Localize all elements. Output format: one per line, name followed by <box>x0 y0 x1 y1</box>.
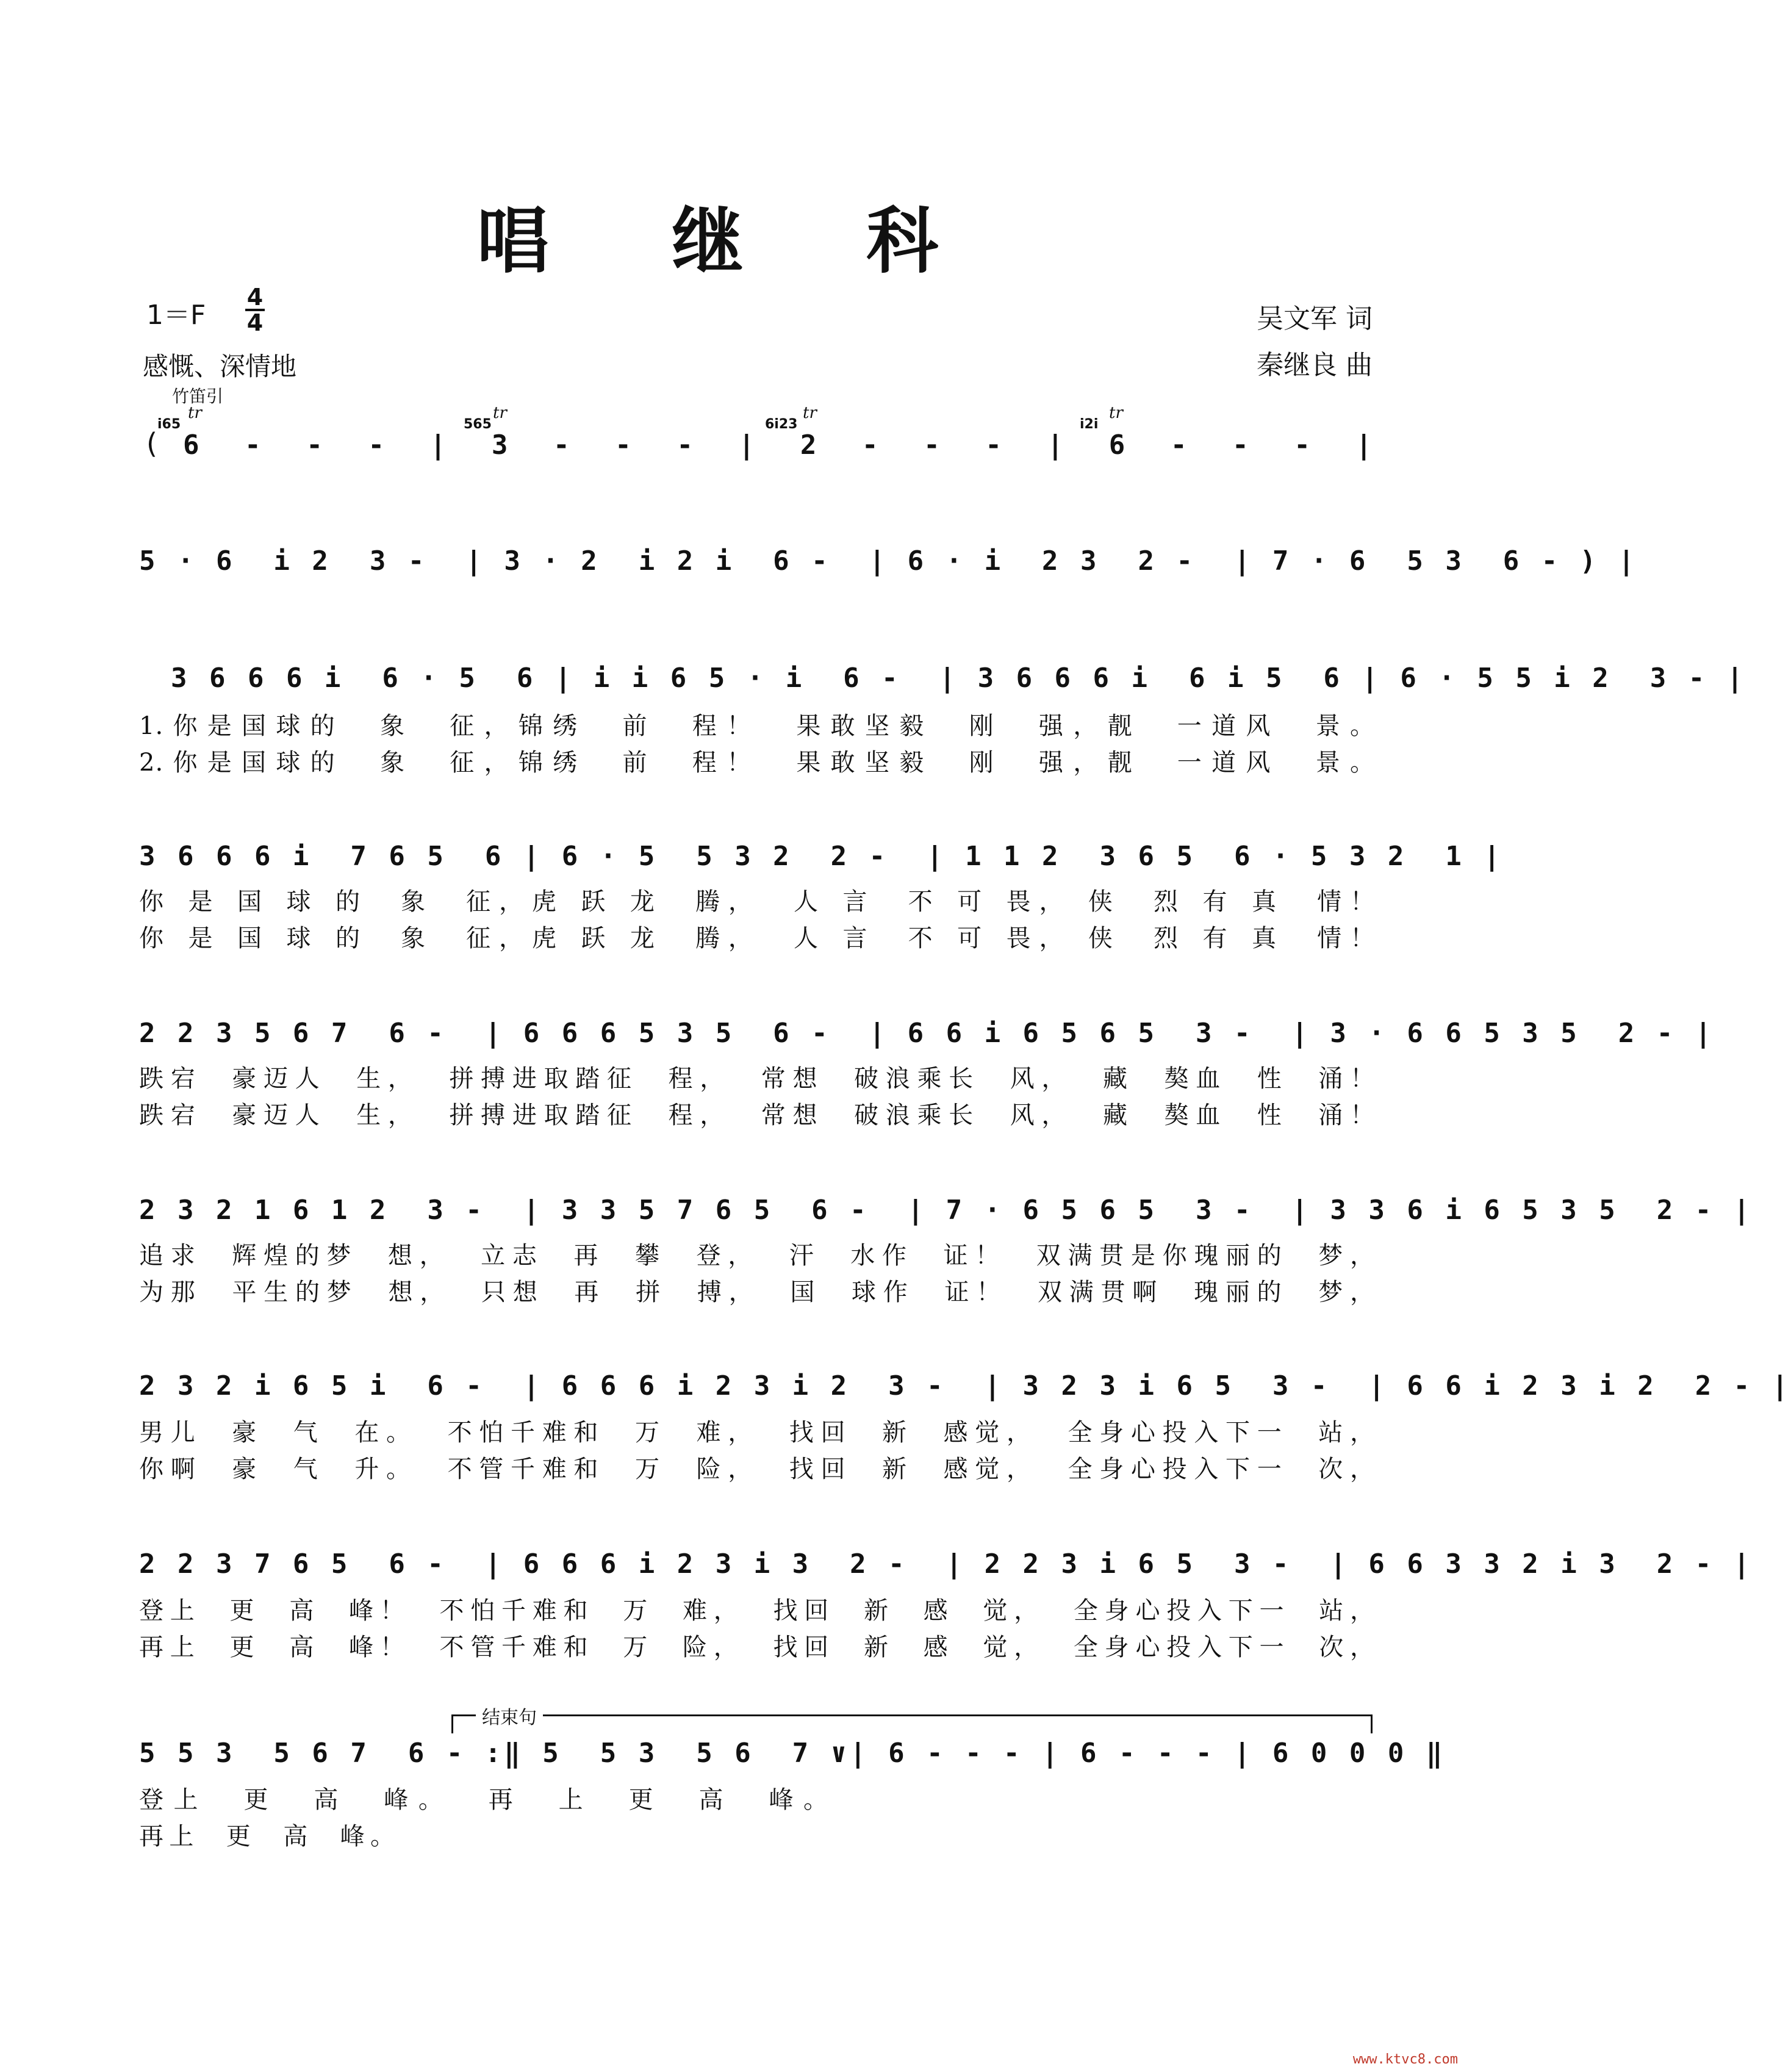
trill-mark-4: tr <box>1109 404 1123 422</box>
lyric-line-9-text: 男儿 豪 气 在。 不怕千难和 万 难， 找回 新 感觉， 全身心投入下一 站， <box>139 1419 1375 1447</box>
music-line-7 <box>139 1362 1791 1411</box>
lyric-line-1-text: 1.你是国球的 象 征，锦绣 前 程！ 果敢坚毅 刚 强，靓 一道风 景。 <box>139 712 1375 740</box>
meter-bottom: 4 <box>246 309 264 336</box>
music-line-9 <box>139 1729 1446 1778</box>
lyric-line-8 <box>139 1274 1375 1311</box>
grace-note-4: i2i <box>1080 417 1099 432</box>
song-title: 唱 继 科 <box>476 198 988 283</box>
grace-note-1: i65 <box>157 417 181 432</box>
grace-note-3: 6i23 <box>765 417 798 432</box>
lyric-line-5 <box>139 1060 1375 1097</box>
lyric-line-5-text: 跌宕 豪迈人 生， 拼搏进取踏征 程， 常想 破浪乘长 风， 藏 獒血 性 涌！ <box>139 1065 1375 1093</box>
music-line-3-notes: 3 6 6 6 i 6 · 5 6 | i i 6 5 · i 6 - | 3 6 6 6 i 6 i 5 6 | 6 · 5 5 i 2 3 - | <box>171 663 1746 694</box>
music-line-4 <box>139 832 1503 881</box>
lyric-line-3 <box>139 883 1375 920</box>
lyric-line-4-text: 你 是 国 球 的 象 征，虎 跃 龙 腾， 人 言 不 可 畏， 侠 烈 有 真 情！ <box>139 924 1375 952</box>
music-line-7-notes: 2 3 2 i 6 5 i 6 - | 6 6 6 i 2 3 i 2 3 - | 3 2 3 i 6 5 3 - | 6 6 i 2 3 i 2 2 - | <box>139 1370 1791 1401</box>
lyric-line-2-text: 2.你是国球的 象 征，锦绣 前 程！ 果敢坚毅 刚 强，靓 一道风 景。 <box>139 749 1375 777</box>
lyric-line-13-text: 登上 更 高 峰。 再 上 更 高 峰。 <box>139 1786 828 1814</box>
lyric-line-8-text: 为那 平生的梦 想， 只想 再 拼 搏， 国 球作 证！ 双满贯啊 瑰丽的 梦， <box>139 1278 1375 1306</box>
trill-mark-1: tr <box>188 404 202 422</box>
music-line-4-notes: 3 6 6 6 i 7 6 5 6 | 6 · 5 5 3 2 2 - | 1 1 2 3 6 5 6 · 5 3 2 1 | <box>139 841 1503 872</box>
meter-top: 4 <box>246 284 264 311</box>
lyric-line-13 <box>139 1782 828 1818</box>
music-line-2-notes: 5 · 6 i 2 3 - | 3 · 2 i 2 i 6 - | 6 · i 2 3 2 - | 7 · 6 5 3 6 - ) | <box>139 545 1638 577</box>
lyric-line-6 <box>139 1097 1375 1134</box>
lyric-line-14 <box>139 1818 395 1855</box>
lyric-line-12 <box>139 1629 1375 1666</box>
watermark: www.ktvc8.com <box>1352 2052 1458 2067</box>
music-line-9-notes: 5 5 3 5 6 7 6 - :‖ 5 5 3 5 6 7 ∨| 6 - - - | 6 - - - | 6 0 0 0 ‖ <box>139 1738 1446 1769</box>
music-line-5 <box>139 1009 1715 1058</box>
lyric-line-7-text: 追求 辉煌的梦 想， 立志 再 攀 登， 汗 水作 证！ 双满贯是你瑰丽的 梦， <box>139 1242 1375 1270</box>
trill-mark-2: tr <box>493 404 507 422</box>
lyric-line-12-text: 再上 更 高 峰！ 不管千难和 万 险， 找回 新 感 觉， 全身心投入下一 次， <box>139 1633 1375 1661</box>
lyric-line-7 <box>139 1237 1375 1274</box>
key-signature: 1＝F <box>146 300 206 331</box>
lyric-line-6-text: 跌宕 豪迈人 生， 拼搏进取踏征 程， 常想 破浪乘长 风， 藏 獒血 性 涌！ <box>139 1101 1375 1129</box>
music-line-6 <box>139 1186 1753 1235</box>
music-line-1 <box>183 421 1375 470</box>
grace-note-2: 565 <box>464 417 492 432</box>
trill-mark-3: tr <box>803 404 817 422</box>
lyricist-credit: 吴文军 词 <box>1257 303 1373 334</box>
music-line-2 <box>139 537 1638 586</box>
lyric-line-10 <box>139 1451 1375 1487</box>
music-line-8 <box>139 1540 1753 1589</box>
music-line-8-notes: 2 2 3 7 6 5 6 - | 6 6 6 i 2 3 i 3 2 - | 2 2 3 i 6 5 3 - | 6 6 3 3 2 i 3 2 - | <box>139 1549 1753 1580</box>
intro-open-paren: ( <box>146 427 157 460</box>
music-line-6-notes: 2 3 2 1 6 1 2 3 - | 3 3 5 7 6 5 6 - | 7 · 6 5 6 5 3 - | 3 3 6 i 6 5 3 5 2 - | <box>139 1195 1753 1226</box>
lyric-line-9 <box>139 1414 1375 1451</box>
composer-credit: 秦继良 曲 <box>1257 350 1373 381</box>
intro-instrument-label: 竹笛引 <box>172 386 224 406</box>
tempo-marking: 感慨、深情地 <box>143 351 297 381</box>
time-signature <box>243 286 267 334</box>
lyric-line-11-text: 登上 更 高 峰！ 不怕千难和 万 难， 找回 新 感 觉， 全身心投入下一 站， <box>139 1597 1375 1625</box>
lyric-line-14-text: 再上 更 高 峰。 <box>139 1822 395 1851</box>
lyric-line-4 <box>139 920 1375 957</box>
lyric-line-11 <box>139 1592 1375 1629</box>
lyric-line-2 <box>139 744 1375 781</box>
lyric-line-1 <box>139 708 1375 744</box>
music-line-3 <box>171 654 1746 703</box>
ending-bracket <box>451 1714 1373 1733</box>
music-line-1-notes: 6 - - - | 3 - - - | 2 - - - | 6 - - - | <box>183 430 1375 461</box>
lyric-line-3-text: 你 是 国 球 的 象 征，虎 跃 龙 腾， 人 言 不 可 畏， 侠 烈 有 真 情！ <box>139 888 1375 916</box>
ending-label: 结束句 <box>476 1702 543 1729</box>
music-line-5-notes: 2 2 3 5 6 7 6 - | 6 6 6 5 3 5 6 - | 6 6 i 6 5 6 5 3 - | 3 · 6 6 5 3 5 2 - | <box>139 1018 1715 1049</box>
lyric-line-10-text: 你啊 豪 气 升。 不管千难和 万 险， 找回 新 感觉， 全身心投入下一 次， <box>139 1455 1375 1483</box>
